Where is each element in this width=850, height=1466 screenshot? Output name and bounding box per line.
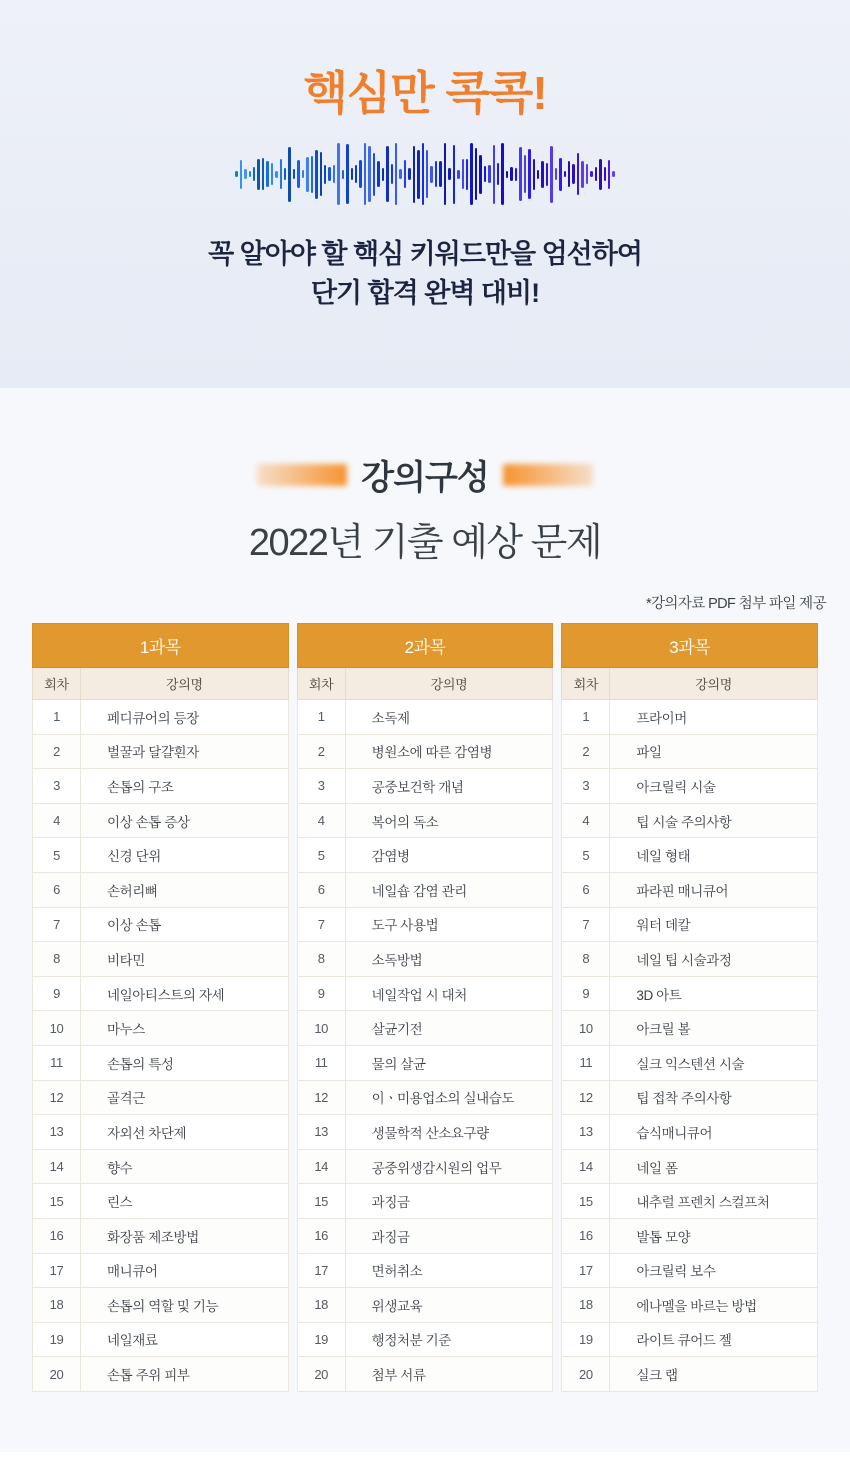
- table-row: [33, 1080, 289, 1115]
- waveform-bar: [320, 152, 322, 196]
- waveform-bar: [257, 159, 259, 190]
- column-header-lecture: 강의명: [81, 668, 289, 700]
- table-row: [33, 1045, 289, 1080]
- lecture-title: 네일 형태: [610, 838, 818, 873]
- row-number: 11: [562, 1045, 610, 1080]
- table-row: [33, 1288, 289, 1323]
- lecture-title: 소독제: [345, 700, 553, 735]
- waveform-bar: [315, 150, 317, 199]
- lecture-title: 프라이머: [610, 700, 818, 735]
- waveform-bar: [280, 159, 282, 189]
- waveform-bar: [395, 143, 397, 205]
- table-row: [297, 1253, 553, 1288]
- waveform-bar: [399, 169, 401, 179]
- lecture-title: 발톱 모양: [610, 1218, 818, 1253]
- lecture-title: 벌꿀과 달걀흰자: [81, 734, 289, 769]
- lecture-title: 과징금: [345, 1218, 553, 1253]
- lecture-title: 도구 사용법: [345, 907, 553, 942]
- table-row: [297, 1322, 553, 1357]
- table-row: [297, 700, 553, 735]
- waveform-bar: [426, 150, 428, 198]
- table-row: [297, 1011, 553, 1046]
- table-row: [562, 734, 818, 769]
- subject-header: 3과목: [562, 624, 818, 668]
- waveform-bar: [537, 170, 539, 179]
- waveform-bar: [439, 161, 441, 187]
- row-number: 1: [33, 700, 81, 735]
- waveform-bar: [586, 164, 588, 184]
- row-number: 7: [33, 907, 81, 942]
- lecture-title: 이상 손톱: [81, 907, 289, 942]
- table-row: [562, 976, 818, 1011]
- table-row: [562, 1322, 818, 1357]
- lecture-title: 매니큐어: [81, 1253, 289, 1288]
- waveform-bar: [559, 158, 561, 191]
- hero-subtitle-line1: 꼭 알아야 할 핵심 키워드만을 엄선하여: [208, 239, 642, 270]
- row-number: 16: [562, 1218, 610, 1253]
- waveform-bar: [546, 163, 548, 186]
- row-number: 9: [33, 976, 81, 1011]
- waveform-bar: [328, 167, 330, 181]
- waveform-bar: [608, 160, 610, 189]
- waveform-bar: [555, 168, 557, 180]
- table-row: [562, 803, 818, 838]
- waveform-bar: [599, 159, 601, 190]
- row-number: 18: [562, 1288, 610, 1323]
- lecture-title: 내추럴 프렌치 스컬프처: [610, 1184, 818, 1219]
- table-row: [562, 769, 818, 804]
- waveform-bar: [235, 171, 237, 177]
- waveform-bar: [346, 144, 348, 204]
- table-row: [562, 1184, 818, 1219]
- waveform-bar: [493, 145, 495, 204]
- table-row: [297, 734, 553, 769]
- table-row: [562, 1011, 818, 1046]
- row-number: 10: [33, 1011, 81, 1046]
- row-number: 1: [297, 700, 345, 735]
- lecture-title: 자외선 차단제: [81, 1115, 289, 1150]
- waveform-bar: [288, 147, 290, 202]
- row-number: 14: [297, 1149, 345, 1184]
- lecture-title: 첨부 서류: [345, 1357, 553, 1392]
- row-number: 7: [562, 907, 610, 942]
- column-header-round: 회차: [297, 668, 345, 700]
- row-number: 12: [297, 1080, 345, 1115]
- hero-subtitle-line2: 단기 합격 완벽 대비!: [310, 278, 540, 309]
- table-row: [297, 838, 553, 873]
- row-number: 15: [297, 1184, 345, 1219]
- waveform-bar: [612, 171, 614, 177]
- waveform-bar: [510, 167, 512, 181]
- row-number: 12: [562, 1080, 610, 1115]
- lecture-title: 손톱 주위 피부: [81, 1357, 289, 1392]
- waveform-bar: [368, 146, 370, 202]
- row-number: 10: [297, 1011, 345, 1046]
- waveform-bar: [484, 166, 486, 182]
- waveform-bar: [293, 169, 295, 180]
- waveform-bar: [262, 158, 264, 190]
- table-row: [33, 872, 289, 907]
- waveform-bar: [266, 161, 268, 188]
- table-row: [297, 872, 553, 907]
- badge-bar-right-icon: [503, 464, 593, 486]
- waveform-bar: [359, 160, 361, 188]
- table-row: [33, 769, 289, 804]
- lecture-title: 라이트 큐어드 젤: [610, 1322, 818, 1357]
- hero-section: [0, 0, 850, 388]
- column-header-round: 회차: [33, 668, 81, 700]
- waveform-bar: [271, 163, 273, 185]
- lecture-title: 린스: [81, 1184, 289, 1219]
- lecture-title: 과징금: [345, 1184, 553, 1219]
- lecture-title: 마누스: [81, 1011, 289, 1046]
- waveform-bar: [333, 165, 335, 183]
- table-row: [33, 1218, 289, 1253]
- row-number: 17: [33, 1253, 81, 1288]
- row-number: 20: [33, 1357, 81, 1392]
- row-number: 2: [297, 734, 345, 769]
- waveform-bar: [475, 148, 477, 200]
- lecture-title: 손톱의 특성: [81, 1045, 289, 1080]
- lecture-title: 감염병: [345, 838, 553, 873]
- lecture-title: 이상 손톱 증상: [81, 803, 289, 838]
- table-row: [297, 1045, 553, 1080]
- row-number: 14: [562, 1149, 610, 1184]
- subject-table: [561, 623, 818, 1392]
- table-row: [33, 976, 289, 1011]
- table-row: [33, 1011, 289, 1046]
- table-row: [562, 1288, 818, 1323]
- table-row: [297, 942, 553, 977]
- table-row: [33, 1149, 289, 1184]
- lecture-title: 에나멜을 바르는 방법: [610, 1288, 818, 1323]
- lecture-title: 골격근: [81, 1080, 289, 1115]
- row-number: 15: [33, 1184, 81, 1219]
- lecture-title: 신경 단위: [81, 838, 289, 873]
- row-number: 5: [33, 838, 81, 873]
- lecture-title: 네일작업 시 대처: [345, 976, 553, 1011]
- table-row: [33, 803, 289, 838]
- waveform-bar: [506, 171, 508, 178]
- lecture-title: 네일숍 감염 관리: [345, 872, 553, 907]
- table-row: [562, 838, 818, 873]
- lecture-title: 물의 살균: [345, 1045, 553, 1080]
- row-number: 8: [562, 942, 610, 977]
- waveform-bar: [568, 161, 570, 187]
- table-row: [33, 838, 289, 873]
- row-number: 13: [562, 1115, 610, 1150]
- table-row: [33, 1253, 289, 1288]
- waveform-bar: [355, 165, 357, 183]
- row-number: 16: [33, 1218, 81, 1253]
- waveform-bar: [515, 168, 517, 181]
- lecture-title: 아크릴릭 시술: [610, 769, 818, 804]
- row-number: 19: [562, 1322, 610, 1357]
- table-row: [297, 1115, 553, 1150]
- waveform-bar: [413, 146, 415, 203]
- waveform-bar: [479, 155, 481, 194]
- waveform-bar: [408, 168, 410, 180]
- row-number: 19: [297, 1322, 345, 1357]
- row-number: 16: [297, 1218, 345, 1253]
- lecture-title: 위생교육: [345, 1288, 553, 1323]
- waveform-bar: [519, 147, 521, 200]
- table-row: [297, 1357, 553, 1392]
- subject-header: 1과목: [33, 624, 289, 668]
- row-number: 18: [297, 1288, 345, 1323]
- row-number: 9: [297, 976, 345, 1011]
- row-number: 3: [562, 769, 610, 804]
- lecture-title: 실크 익스텐션 시술: [610, 1045, 818, 1080]
- row-number: 3: [297, 769, 345, 804]
- lecture-title: 행정처분 기준: [345, 1322, 553, 1357]
- waveform-bar: [448, 168, 450, 180]
- row-number: 2: [33, 734, 81, 769]
- table-row: [33, 1184, 289, 1219]
- lecture-title: 3D 아트: [610, 976, 818, 1011]
- waveform-bar: [435, 161, 437, 188]
- lecture-title: 아크릴 볼: [610, 1011, 818, 1046]
- table-row: [33, 734, 289, 769]
- subject-table: [297, 623, 554, 1392]
- row-number: 13: [33, 1115, 81, 1150]
- lecture-title: 소독방법: [345, 942, 553, 977]
- table-row: [562, 1045, 818, 1080]
- waveform-bar: [462, 159, 464, 189]
- lecture-title: 습식매니큐어: [610, 1115, 818, 1150]
- waveform-bar: [572, 164, 574, 184]
- waveform-bar: [297, 160, 299, 188]
- lecture-title: 페디큐어의 등장: [81, 700, 289, 735]
- lecture-title: 생물학적 산소요구량: [345, 1115, 553, 1150]
- badge-bar-left-icon: [257, 464, 347, 486]
- table-row: [33, 907, 289, 942]
- table-row: [562, 1357, 818, 1392]
- waveform-bar: [342, 170, 344, 179]
- subject-header: 2과목: [297, 624, 553, 668]
- row-number: 19: [33, 1322, 81, 1357]
- lecture-title: 병원소에 따른 감염병: [345, 734, 553, 769]
- table-row: [297, 976, 553, 1011]
- lecture-title: 네일아티스트의 자세: [81, 976, 289, 1011]
- row-number: 9: [562, 976, 610, 1011]
- row-number: 20: [562, 1357, 610, 1392]
- lecture-title: 네일 폼: [610, 1149, 818, 1184]
- waveform-bar: [590, 171, 592, 177]
- waveform-bar: [501, 143, 503, 205]
- row-number: 10: [562, 1011, 610, 1046]
- waveform-bar: [240, 160, 242, 189]
- row-number: 15: [562, 1184, 610, 1219]
- table-row: [562, 700, 818, 735]
- table-row: [562, 872, 818, 907]
- waveform-bar: [391, 164, 393, 184]
- waveform-bar: [453, 145, 455, 204]
- column-header-lecture: 강의명: [610, 668, 818, 700]
- table-row: [562, 907, 818, 942]
- row-number: 14: [33, 1149, 81, 1184]
- row-number: 18: [33, 1288, 81, 1323]
- row-number: 6: [297, 872, 345, 907]
- section-note: *강의자료 PDF 첨부 파일 제공: [645, 596, 826, 612]
- row-number: 6: [562, 872, 610, 907]
- lecture-title: 공중보건학 개념: [345, 769, 553, 804]
- lecture-title: 아크릴릭 보수: [610, 1253, 818, 1288]
- waveform-bar: [244, 169, 246, 179]
- lecture-title: 비타민: [81, 942, 289, 977]
- table-row: [33, 1115, 289, 1150]
- section-badge-label: 강의구성: [361, 459, 489, 497]
- waveform-bar: [302, 170, 304, 178]
- table-row: [562, 1218, 818, 1253]
- lecture-title: 살균기전: [345, 1011, 553, 1046]
- waveform-bar: [524, 155, 526, 193]
- table-row: [562, 1253, 818, 1288]
- waveform-bar: [311, 156, 313, 193]
- row-number: 4: [562, 803, 610, 838]
- waveform-bar: [595, 167, 597, 181]
- waveform-bar: [324, 165, 326, 184]
- lecture-title: 파일: [610, 734, 818, 769]
- curriculum-tables: [0, 623, 850, 1392]
- waveform-bar: [488, 165, 490, 183]
- waveform-bar: [466, 159, 468, 190]
- row-number: 1: [562, 700, 610, 735]
- waveform-bar: [337, 143, 339, 205]
- waveform-bar: [386, 146, 388, 202]
- lecture-title: 향수: [81, 1149, 289, 1184]
- table-row: [297, 1184, 553, 1219]
- column-header-round: 회차: [562, 668, 610, 700]
- waveform-bar: [422, 143, 424, 205]
- table-row: [297, 1149, 553, 1184]
- waveform-bar: [533, 159, 535, 190]
- lecture-title: 팁 접착 주의사항: [610, 1080, 818, 1115]
- row-number: 6: [33, 872, 81, 907]
- waveform-bar: [306, 157, 308, 192]
- row-number: 5: [562, 838, 610, 873]
- lecture-title: 공중위생감시원의 업무: [345, 1149, 553, 1184]
- row-number: 4: [33, 803, 81, 838]
- row-number: 11: [297, 1045, 345, 1080]
- lecture-title: 파라핀 매니큐어: [610, 872, 818, 907]
- lecture-title: 이ㆍ미용업소의 실내습도: [345, 1080, 553, 1115]
- waveform-bar: [541, 161, 543, 188]
- table-row: [297, 1080, 553, 1115]
- table-row: [33, 700, 289, 735]
- lecture-title: 손톱의 역할 및 기능: [81, 1288, 289, 1323]
- table-row: [33, 1357, 289, 1392]
- section-badge: [0, 450, 850, 499]
- table-row: [33, 942, 289, 977]
- lecture-title: 네일재료: [81, 1322, 289, 1357]
- lecture-title: 면허취소: [345, 1253, 553, 1288]
- row-number: 20: [297, 1357, 345, 1392]
- lecture-title: 워터 데칼: [610, 907, 818, 942]
- waveform-bar: [581, 161, 583, 188]
- waveform-bar: [497, 163, 499, 185]
- waveform-bar: [577, 153, 579, 195]
- table-row: [297, 907, 553, 942]
- row-number: 8: [297, 942, 345, 977]
- hero-title: 핵심만 콕콕!: [303, 67, 547, 119]
- column-header-lecture: 강의명: [345, 668, 553, 700]
- row-number: 17: [297, 1253, 345, 1288]
- row-number: 3: [33, 769, 81, 804]
- waveform-bar: [382, 168, 384, 181]
- waveform-bar: [284, 168, 286, 180]
- lecture-title: 네일 팁 시술과정: [610, 942, 818, 977]
- section-title: 2022년 기출 예상 문제: [248, 522, 602, 564]
- waveform-bar: [430, 166, 432, 183]
- row-number: 8: [33, 942, 81, 977]
- lecture-title: 팁 시술 주의사항: [610, 803, 818, 838]
- lecture-title: 손허리뼈: [81, 872, 289, 907]
- row-number: 4: [297, 803, 345, 838]
- lecture-title: 화장품 제조방법: [81, 1218, 289, 1253]
- waveform-bar: [373, 153, 375, 196]
- row-number: 13: [297, 1115, 345, 1150]
- subject-table: [32, 623, 289, 1392]
- table-row: [297, 1288, 553, 1323]
- lecture-title: 복어의 독소: [345, 803, 553, 838]
- waveform-bar: [364, 143, 366, 205]
- curriculum-section: [0, 388, 850, 1452]
- row-number: 5: [297, 838, 345, 873]
- table-row: [33, 1322, 289, 1357]
- table-row: [297, 769, 553, 804]
- waveform-bar: [253, 167, 255, 182]
- waveform-bar: [351, 168, 353, 179]
- table-row: [297, 803, 553, 838]
- waveform-bar: [604, 167, 606, 181]
- lecture-title: 손톱의 구조: [81, 769, 289, 804]
- waveform-bar: [249, 171, 251, 178]
- waveform-bar: [528, 149, 530, 199]
- table-row: [562, 942, 818, 977]
- waveform-bar: [457, 170, 459, 179]
- table-row: [562, 1080, 818, 1115]
- lecture-title: 실크 랩: [610, 1357, 818, 1392]
- table-row: [562, 1115, 818, 1150]
- waveform-bar: [377, 161, 379, 187]
- audio-waveform-icon: [235, 139, 615, 209]
- row-number: 12: [33, 1080, 81, 1115]
- waveform-bar: [444, 143, 446, 205]
- waveform-bar: [564, 171, 566, 177]
- row-number: 17: [562, 1253, 610, 1288]
- waveform-bar: [470, 143, 472, 205]
- hero-subtitle: [0, 235, 850, 313]
- waveform-bar: [417, 150, 419, 199]
- table-row: [562, 1149, 818, 1184]
- row-number: 2: [562, 734, 610, 769]
- waveform-bar: [550, 146, 552, 203]
- row-number: 7: [297, 907, 345, 942]
- waveform-bar: [404, 160, 406, 188]
- row-number: 11: [33, 1045, 81, 1080]
- waveform-bar: [275, 171, 277, 178]
- table-row: [297, 1218, 553, 1253]
